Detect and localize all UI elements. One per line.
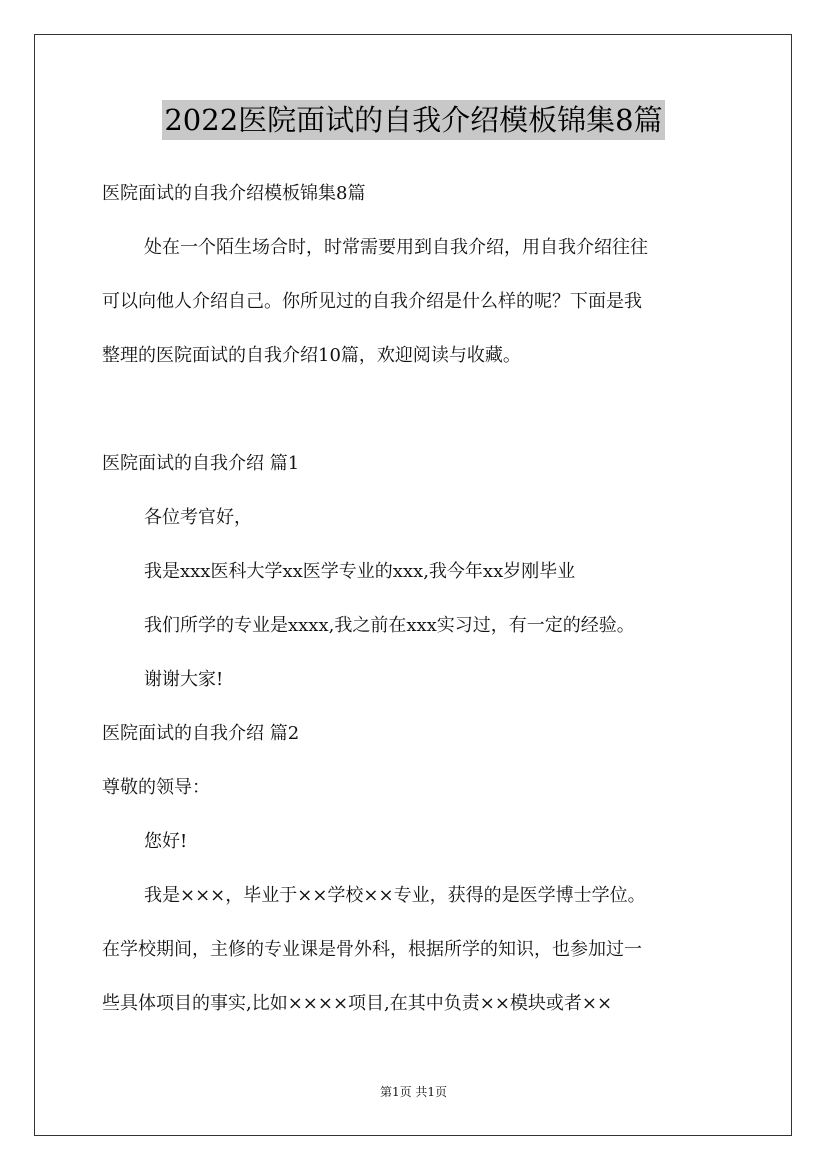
paragraph-line: 尊敬的领导： — [102, 777, 210, 798]
document-title: 2022医院面试的自我介绍模板锦集8篇 — [162, 100, 664, 140]
paragraph-line: 我们所学的专业是xxxx,我之前在xxx实习过，有一定的经验。 — [144, 615, 635, 636]
paragraph-line: 些具体项目的事实,比如××××项目,在其中负责××模块或者×× — [102, 993, 613, 1014]
paragraph-line: 整理的医院面试的自我介绍10篇，欢迎阅读与收藏。 — [102, 345, 521, 366]
paragraph-line: 我是xxx医科大学xx医学专业的xxx,我今年xx岁刚毕业 — [144, 561, 576, 582]
paragraph-line: 各位考官好， — [144, 507, 252, 528]
paragraph-line: 我是×××，毕业于××学校××专业，获得的是医学博士学位。 — [144, 885, 646, 906]
paragraph-line: 可以向他人介绍自己。你所见过的自我介绍是什么样的呢？下面是我 — [102, 291, 642, 312]
paragraph-line: 谢谢大家! — [144, 669, 224, 690]
section-heading: 医院面试的自我介绍 篇2 — [102, 723, 300, 744]
page-footer: 第1页 共1页 — [379, 1085, 448, 1099]
title-wrapper — [0, 100, 827, 140]
paragraph-line: 处在一个陌生场合时，时常需要用到自我介绍，用自我介绍往往 — [144, 237, 648, 258]
section-heading: 医院面试的自我介绍 篇1 — [102, 453, 300, 474]
paragraph-line: 在学校期间，主修的专业课是骨外科，根据所学的知识，也参加过一 — [102, 939, 642, 960]
subtitle-line: 医院面试的自我介绍模板锦集8篇 — [102, 183, 366, 204]
paragraph-line: 您好! — [144, 831, 188, 852]
